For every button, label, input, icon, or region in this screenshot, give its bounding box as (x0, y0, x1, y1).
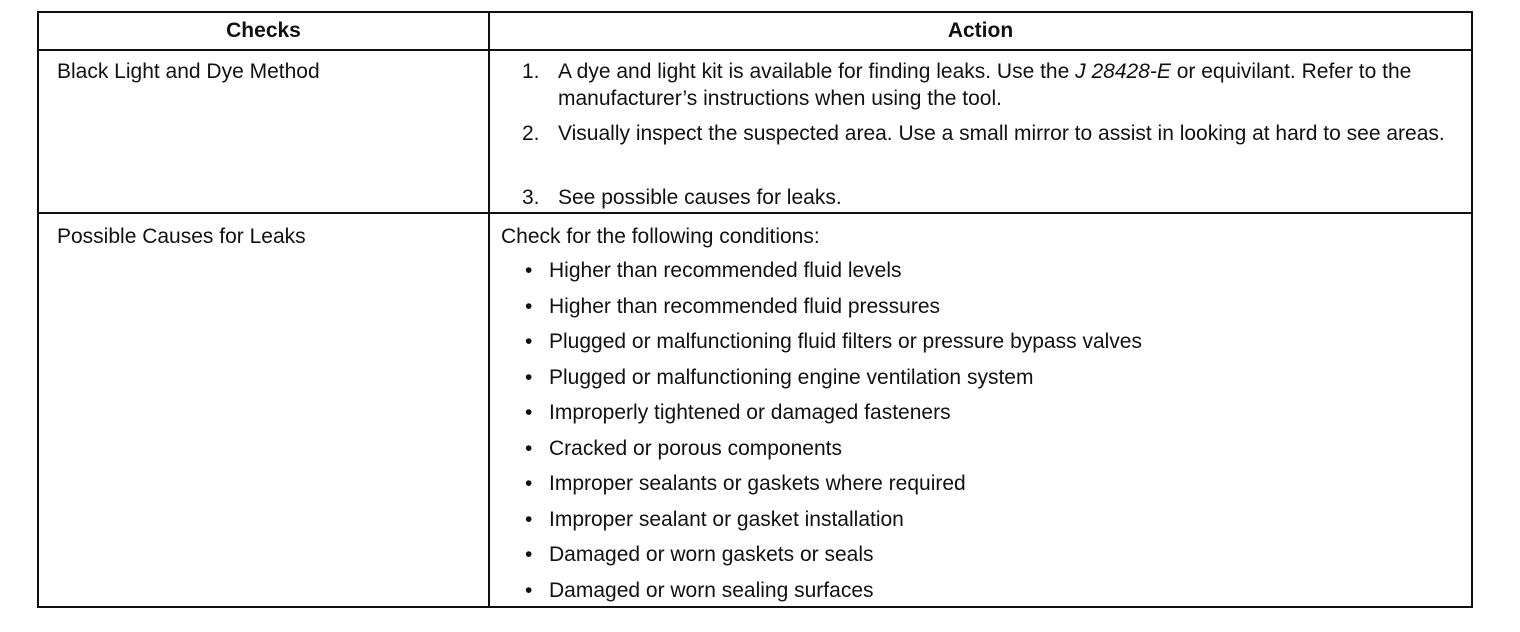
cause-list-item (525, 470, 966, 497)
cause-list-item (525, 541, 874, 568)
bullet-icon: • (525, 436, 533, 460)
bullet-icon: • (525, 365, 533, 389)
cause-list-item (525, 399, 951, 426)
row-divider (39, 212, 1471, 214)
cause-text: Improper sealant or gasket installation (549, 507, 904, 531)
cause-list-item (525, 293, 940, 320)
step-number: 1. (522, 60, 540, 83)
column-divider (488, 13, 490, 606)
bullet-icon: • (525, 294, 533, 318)
bullet-icon: • (525, 507, 533, 531)
header-divider (39, 49, 1471, 51)
bullet-icon: • (525, 472, 533, 495)
bullet-icon: • (525, 543, 533, 566)
cause-list-item (525, 328, 1142, 355)
causes-intro: Check for the following conditions: (501, 225, 820, 248)
step-text: See possible causes for leaks. (558, 186, 842, 209)
step-text: Visually inspect the suspected area. Use a small mirror to assist in looking at hard to see areas. (558, 122, 1445, 145)
bullet-icon: • (525, 259, 533, 282)
bullet-icon: • (525, 578, 533, 602)
tool-number: J 28428-E (1075, 60, 1171, 83)
step-number: 2. (522, 122, 540, 145)
cause-text: Damaged or worn sealing surfaces (549, 578, 874, 602)
checks-action-table (37, 11, 1473, 608)
check-black-light-dye: Black Light and Dye Method (57, 60, 320, 83)
cause-list-item (525, 577, 874, 604)
cause-text: Higher than recommended fluid pressures (549, 294, 941, 318)
cause-text: Improper sealants or gaskets where required (549, 472, 966, 495)
cause-list-item (525, 435, 842, 462)
cause-text: Plugged or malfunctioning engine ventilation system (549, 365, 1034, 389)
check-possible-causes: Possible Causes for Leaks (57, 225, 306, 248)
cause-text: Cracked or porous components (549, 436, 842, 460)
cause-text: Higher than recommended fluid levels (549, 259, 902, 282)
cause-text: Improperly tightened or damaged fasteners (549, 401, 951, 424)
header-action: Action (947, 19, 1014, 42)
cause-text: Damaged or worn gaskets or seals (549, 543, 874, 566)
step-text: A dye and light kit is available for finding leaks. Use the J 28428-E or equivilant. Refer to the manufacturer’s instructions when using the tool. (558, 60, 1412, 110)
cause-list-item (525, 257, 902, 284)
cause-list-item (525, 364, 1033, 391)
bullet-icon: • (525, 401, 533, 424)
bullet-icon: • (525, 330, 533, 353)
step-number: 3. (522, 186, 540, 209)
cause-text: Plugged or malfunctioning fluid filters or pressure bypass valves (549, 330, 1142, 353)
cause-list-item (525, 506, 904, 533)
header-checks: Checks (226, 19, 301, 42)
